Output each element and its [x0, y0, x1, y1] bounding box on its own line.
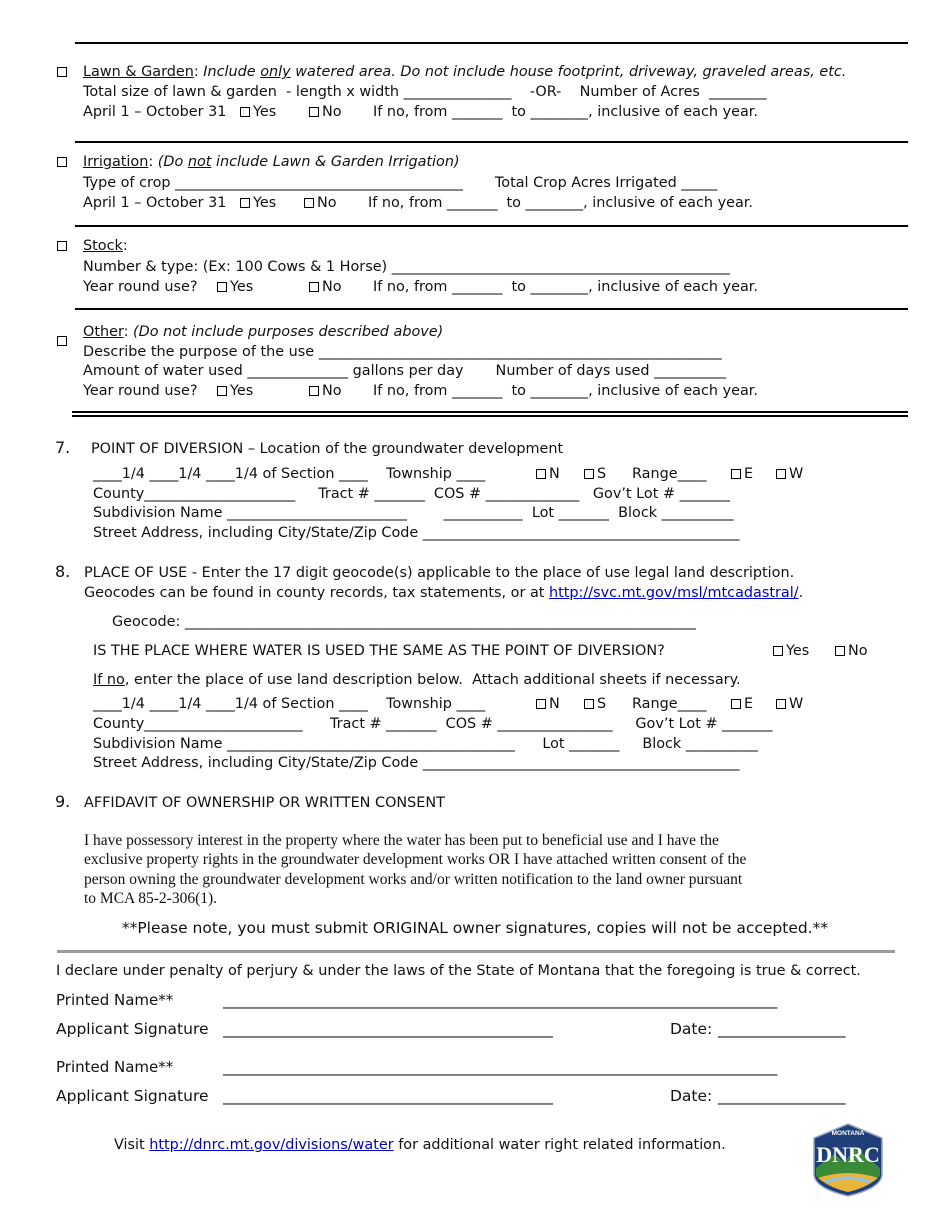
- s8-s-option[interactable]: S: [584, 695, 606, 713]
- irrigation-ifno-line: If no, from _______ to ________, inclusive of each year.: [368, 195, 753, 211]
- s8-s-checkbox[interactable]: [584, 699, 594, 709]
- s8-e-option[interactable]: E: [731, 695, 753, 713]
- s8-county-line: County______________________ Tract # _______ COS # ________________ Gov’t Lot # _______: [93, 716, 773, 732]
- logo-top-text: MONTANA: [831, 1130, 865, 1137]
- crop-line: Type of crop ________________________________________ Total Crop Acres Irrigated _____: [83, 175, 718, 191]
- s8-location-line: ____1/4 ____1/4 ____1/4 of Section ____ Township ____: [93, 696, 486, 712]
- dnrc-logo: [808, 1122, 888, 1198]
- s8-w-option[interactable]: W: [776, 695, 803, 713]
- irrigation-no-option[interactable]: No: [304, 194, 337, 212]
- section-9-number: 9.: [55, 792, 71, 811]
- dnrc-water-link[interactable]: http://dnrc.mt.gov/divisions/water: [149, 1137, 394, 1153]
- other-ifno-line: If no, from _______ to ________, inclusive of each year.: [373, 383, 758, 399]
- s7-address-line: Street Address, including City/State/Zip Code ____________________________________________: [93, 525, 740, 541]
- s7-range-label: Range____: [632, 466, 707, 482]
- other-yearround-label: Year round use?: [83, 383, 198, 399]
- irrigation-no-checkbox[interactable]: [304, 198, 314, 208]
- s8-same-question: IS THE PLACE WHERE WATER IS USED THE SAME AS THE POINT OF DIVERSION?: [93, 643, 665, 659]
- affidavit-para-line: exclusive property rights in the groundwater development works OR I have attached written consent of the: [84, 851, 747, 868]
- period-label: April 1 – October 31: [83, 104, 227, 120]
- stock-title-line: Stock:: [83, 238, 128, 254]
- cadastral-link[interactable]: http://svc.mt.gov/msl/mtcadastral/: [549, 585, 799, 601]
- declaration-text: I declare under penalty of perjury & under the laws of the State of Montana that the foregoing is true & correct.: [56, 963, 861, 979]
- s8-same-no-checkbox[interactable]: [835, 646, 845, 656]
- double-rule-bottom: [72, 415, 908, 417]
- affidavit-para-line: person owning the groundwater development works and/or written notification to the land owner pursuant: [84, 871, 743, 888]
- s7-e-checkbox[interactable]: [731, 469, 741, 479]
- other-title: Other: [83, 324, 124, 340]
- s8-e-checkbox[interactable]: [731, 699, 741, 709]
- lawn-yes-checkbox[interactable]: [240, 107, 250, 117]
- s8-same-yes-checkbox[interactable]: [773, 646, 783, 656]
- stock-no-checkbox[interactable]: [309, 282, 319, 292]
- divider: [75, 141, 908, 143]
- signature-field-2[interactable]: ____________________________________________: [223, 1087, 553, 1105]
- s7-w-checkbox[interactable]: [776, 469, 786, 479]
- s8-w-checkbox[interactable]: [776, 699, 786, 709]
- gray-divider: [57, 950, 895, 953]
- lawn-garden-title: Lawn & Garden: [83, 64, 194, 80]
- date-label: Date:: [670, 1087, 713, 1105]
- lawn-garden-checkbox[interactable]: [57, 67, 67, 77]
- s7-location-line: ____1/4 ____1/4 ____1/4 of Section ____ Township ____: [93, 466, 486, 482]
- divider: [75, 308, 908, 310]
- applicant-signature-label: Applicant Signature: [56, 1020, 209, 1038]
- other-checkbox[interactable]: [57, 336, 67, 346]
- lawn-ifno-line: If no, from _______ to ________, inclusive of each year.: [373, 104, 758, 120]
- irrigation-period-label: April 1 – October 31: [83, 195, 227, 211]
- section-7-heading: POINT OF DIVERSION – Location of the groundwater development: [91, 441, 564, 457]
- s7-n-option[interactable]: N: [536, 465, 560, 483]
- s8-same-yes-option[interactable]: Yes: [773, 642, 809, 660]
- stock-yes-checkbox[interactable]: [217, 282, 227, 292]
- affidavit-para-line: to MCA 85-2-306(1).: [84, 890, 218, 907]
- s8-same-no-option[interactable]: No: [835, 642, 868, 660]
- date-label: Date:: [670, 1020, 713, 1038]
- s7-subdivision-line: Subdivision Name _________________________ ___________ Lot _______ Block __________: [93, 505, 734, 521]
- s8-ifno-line: If no, enter the place of use land description below. Attach additional sheets if necessary.: [93, 672, 741, 688]
- double-rule-top: [72, 411, 908, 413]
- other-yes-checkbox[interactable]: [217, 386, 227, 396]
- stock-title: Stock: [83, 238, 123, 254]
- s8-geocode-line: Geocode: _______________________________________________________________________: [112, 614, 696, 630]
- irrigation-yes-checkbox[interactable]: [240, 198, 250, 208]
- lawn-yes-option[interactable]: Yes: [240, 103, 276, 121]
- s8-range-label: Range____: [632, 696, 707, 712]
- applicant-signature-label: Applicant Signature: [56, 1087, 209, 1105]
- stock-checkbox[interactable]: [57, 241, 67, 251]
- footer-line: Visit http://dnrc.mt.gov/divisions/water for additional water right related information.: [114, 1137, 726, 1153]
- stock-yearround-label: Year round use?: [83, 279, 198, 295]
- original-signature-note: **Please note, you must submit ORIGINAL owner signatures, copies will not be accepted.**: [121, 919, 829, 937]
- affidavit-para-line: I have possessory interest in the property where the water has been put to beneficial use and I have the: [84, 832, 719, 849]
- s8-n-option[interactable]: N: [536, 695, 560, 713]
- lawn-size-line: Total size of lawn & garden - length x width _______________ -OR- Number of Acres ________: [83, 84, 767, 100]
- s7-e-option[interactable]: E: [731, 465, 753, 483]
- irrigation-title: Irrigation: [83, 154, 149, 170]
- divider: [75, 225, 908, 227]
- lawn-period-line: [83, 103, 226, 121]
- other-no-option[interactable]: No: [309, 382, 342, 400]
- stock-ifno-line: If no, from _______ to ________, inclusive of each year.: [373, 279, 758, 295]
- section-8-heading: PLACE OF USE - Enter the 17 digit geocode(s) applicable to the place of use legal land description.: [84, 565, 795, 581]
- s7-n-checkbox[interactable]: [536, 469, 546, 479]
- printed-name-label: Printed Name**: [56, 991, 174, 1009]
- s7-s-checkbox[interactable]: [584, 469, 594, 479]
- logo-main-text: DNRC: [816, 1142, 880, 1167]
- signature-field-1[interactable]: ____________________________________________: [223, 1020, 553, 1038]
- other-amount-line: Amount of water used ______________ gallons per day Number of days used __________: [83, 363, 727, 379]
- other-no-checkbox[interactable]: [309, 386, 319, 396]
- other-title-line: Other: (Do not include purposes described above): [83, 324, 444, 340]
- s7-county-line: County_____________________ Tract # _______ COS # _____________ Gov’t Lot # _______: [93, 486, 730, 502]
- s8-n-checkbox[interactable]: [536, 699, 546, 709]
- s7-w-option[interactable]: W: [776, 465, 803, 483]
- irrigation-yes-option[interactable]: Yes: [240, 194, 276, 212]
- lawn-no-option[interactable]: No: [309, 103, 342, 121]
- section-9-heading: AFFIDAVIT OF OWNERSHIP OR WRITTEN CONSENT: [84, 795, 445, 811]
- stock-number-line: Number & type: (Ex: 100 Cows & 1 Horse) _______________________________________________: [83, 259, 730, 275]
- date-field-2[interactable]: _________________: [718, 1087, 846, 1105]
- irrigation-checkbox[interactable]: [57, 157, 67, 167]
- stock-no-option[interactable]: No: [309, 278, 342, 296]
- lawn-garden-title-line: Lawn & Garden: Include only watered area. Do not include house footprint, driveway, graveled areas, etc.: [83, 64, 847, 80]
- printed-name-label: Printed Name**: [56, 1058, 174, 1076]
- top-rule: [75, 42, 908, 44]
- other-describe-line: Describe the purpose of the use ________________________________________________________: [83, 344, 722, 360]
- stock-yes-option[interactable]: Yes: [217, 278, 253, 296]
- dnrc-logo-graphic: [808, 1122, 888, 1198]
- section-7-number: 7.: [55, 438, 71, 457]
- other-yes-option[interactable]: Yes: [217, 382, 253, 400]
- lawn-no-checkbox[interactable]: [309, 107, 319, 117]
- s8-subdivision-line: Subdivision Name ________________________________________ Lot _______ Block __________: [93, 736, 758, 752]
- date-field-1[interactable]: _________________: [718, 1020, 846, 1038]
- s8-address-line: Street Address, including City/State/Zip Code ____________________________________________: [93, 755, 740, 771]
- printed-name-field-1[interactable]: ________________________________________________________________________: [223, 991, 778, 1009]
- s8-geocode-intro: Geocodes can be found in county records, tax statements, or at http://svc.mt.gov/msl/mtcadastral/.: [84, 585, 804, 601]
- irrigation-title-line: Irrigation: (Do not include Lawn & Garden Irrigation): [83, 154, 460, 170]
- s7-s-option[interactable]: S: [584, 465, 606, 483]
- section-8-number: 8.: [55, 562, 71, 581]
- printed-name-field-2[interactable]: ________________________________________________________________________: [223, 1058, 778, 1076]
